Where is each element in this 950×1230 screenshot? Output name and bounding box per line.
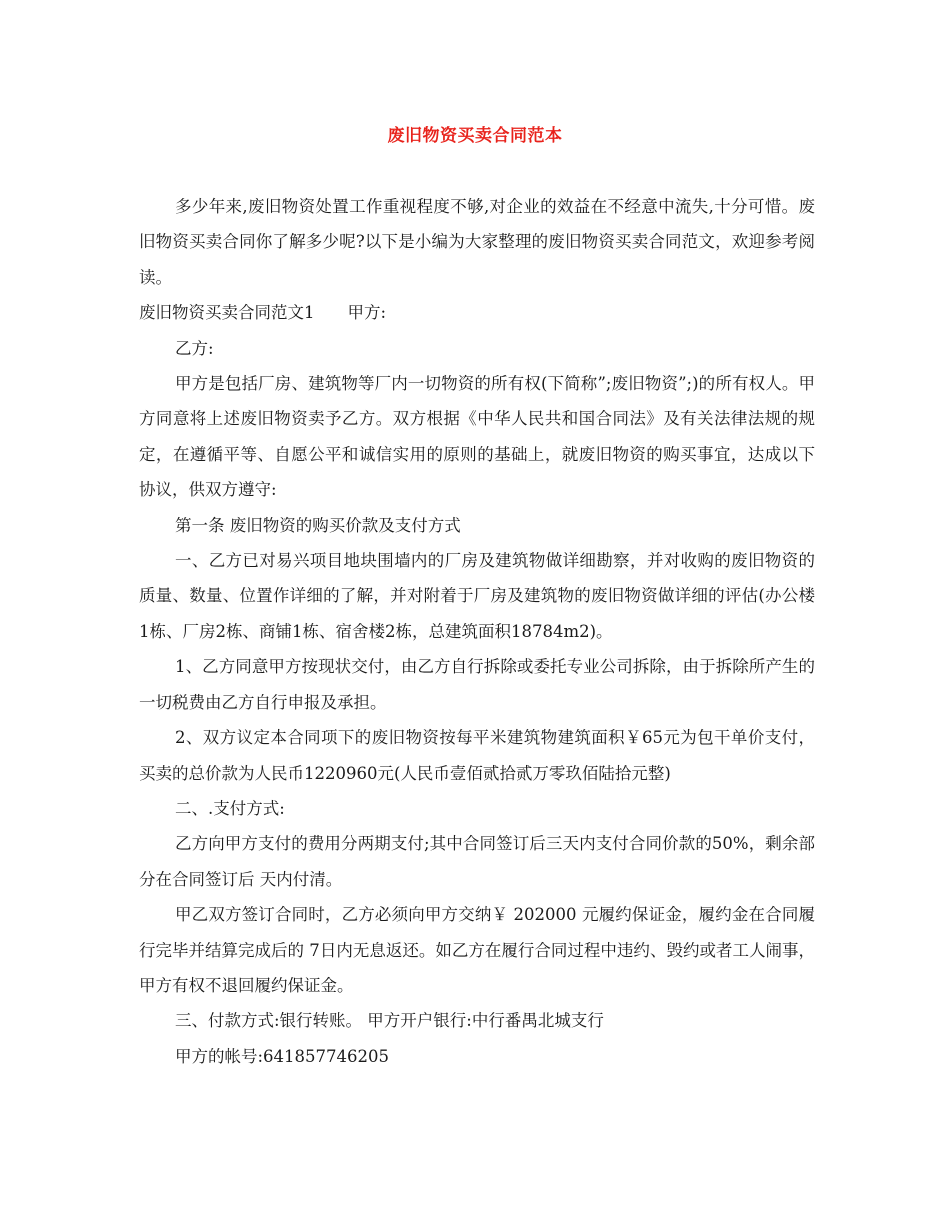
paragraph-article-one-heading: 第一条 废旧物资的购买价款及支付方式: [175, 515, 461, 535]
paragraph-sample-heading-party-a: 废旧物资买卖合同范文1 甲方:: [139, 303, 387, 323]
paragraph-payment-method-heading: 二、.支付方式:: [175, 798, 285, 818]
paragraph-intro: 多少年来,废旧物资处置工作重视程度不够,对企业的效益在不经意中流失,十分可惜。废旧物资买卖合同你了解多少呢?以下是小编为大家整理的废旧物资买卖合同范文，欢迎参考阅读。: [139, 197, 815, 287]
paragraph-bank: 三、付款方式:银行转账。 甲方开户银行:中行番禺北城支行: [175, 1011, 604, 1031]
paragraph-deposit: 甲乙双方签订合同时，乙方必须向甲方交纳￥ 202000 元履约保证金，履约金在合同履行完毕并结算完成后的 7日内无息返还。如乙方在履行合同过程中违约、毁约或者工人闹事，甲方有权不退回履约保证金。: [139, 905, 815, 995]
paragraph-account-number: 甲方的帐号:641857746205: [175, 1046, 390, 1066]
document-title: 废旧物资买卖合同范本: [387, 126, 563, 146]
paragraph-item-2: 2、双方议定本合同项下的废旧物资按每平米建筑物建筑面积￥65元为包干单价支付，买卖的总价款为人民币1220960元(人民币壹佰贰拾贰万零玖佰陆拾元整): [139, 728, 815, 783]
paragraph-party-b: 乙方:: [175, 338, 214, 358]
paragraph-item-1: 1、乙方同意甲方按现状交付，由乙方自行拆除或委托专业公司拆除，由于拆除所产生的一切税费由乙方自行申报及承担。: [139, 657, 815, 712]
paragraph-ownership: 甲方是包括厂房、建筑物等厂内一切物资的所有权(下简称”;废旧物资”;)的所有权人。甲方同意将上述废旧物资卖予乙方。双方根据《中华人民共和国合同法》及有关法律法规的规定，在遵循平等、自愿公平和诚信实用的原则的基础上，就废旧物资的购买事宜，达成以下协议，供双方遵守:: [139, 374, 815, 500]
paragraph-survey: 一、乙方已对易兴项目地块围墙内的厂房及建筑物做详细勘察，并对收购的废旧物资的质量、数量、位置作详细的了解，并对附着于厂房及建筑物的废旧物资做详细的评估(办公楼1栋、厂房2栋、商铺1栋、宿舍楼2栋，总建筑面积18784m2)。: [139, 551, 815, 641]
paragraph-installments: 乙方向甲方支付的费用分两期支付;其中合同签订后三天内支付合同价款的50%，剩余部分在合同签订后 天内付清。: [139, 834, 815, 889]
document-body: [139, 189, 815, 1074]
